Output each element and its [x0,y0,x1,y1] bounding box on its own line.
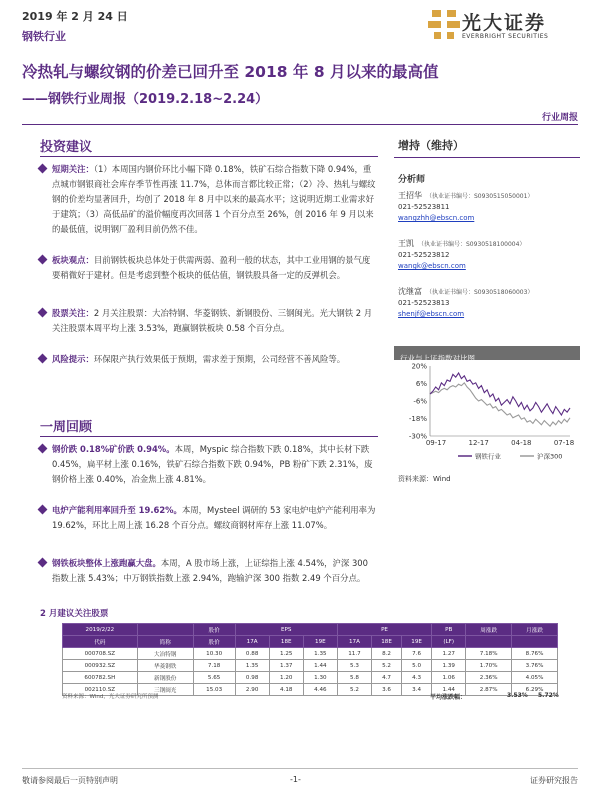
week-item [52,503,378,533]
table-header-cell: 股价 [193,636,235,648]
table-header-cell: 代码 [63,636,138,648]
table-cell: 1.27 [432,648,466,660]
table-cell: 5.2 [337,684,371,696]
table-header-cell: PB [432,624,466,636]
stock-table [62,623,558,696]
analyst-name: 王招华 [398,191,422,200]
bullet-icon [38,444,48,454]
footer-report-label: 证券研究报告 [530,776,578,785]
section-week-underline [40,436,378,437]
table-cell: 1.35 [303,648,337,660]
table-cell: 1.39 [432,660,466,672]
table-header-cell: PE [337,624,431,636]
table-cell: 3.76% [512,660,558,672]
everbright-logo-icon [428,8,460,42]
analyst-name: 沈继富 [398,287,422,296]
table-cell: 1.25 [269,648,303,660]
invest-keyword: 短期关注： [52,164,94,174]
table-cell: 1.35 [235,660,269,672]
chart-legend-label: 沪深300 [537,452,563,461]
table-source-note: 资料来源：Wind，光大证券研究所预测 [62,694,159,700]
table-cell: 11.7 [337,648,371,660]
header-divider [22,124,578,125]
table-header-cell: 股价 [193,624,235,636]
table-cell: 15.03 [193,684,235,696]
analyst-card [398,190,588,224]
report-type: 行业周报 [541,113,578,123]
logo-cn: 光大证券 [462,12,547,34]
table-cell: 2.87% [466,684,512,696]
table-title: 2 月建议关注股票 [40,609,109,619]
table-header-cell: 19E [303,636,337,648]
industry-label: 钢铁行业 [22,30,66,43]
chart-title-bar [394,346,580,363]
comparison-chart [394,362,580,472]
table-cell: 7.18 [193,660,235,672]
table-cell: 5.3 [337,660,371,672]
chart-y-tick-label: 6% [415,380,427,388]
table-cell: 4.05% [512,672,558,684]
table-header-cell: (LF) [432,636,466,648]
table-cell: 1.06 [432,672,466,684]
analyst-phone: 021-52523812 [398,251,450,259]
table-header-cell: 简称 [137,636,193,648]
table-cell: 000708.SZ [63,648,138,660]
table-cell: 2.90 [235,684,269,696]
table-cell: 0.98 [235,672,269,684]
invest-keyword: 风险提示： [52,354,94,364]
analyst-email-link[interactable]: wangk@ebscn.com [398,262,466,270]
table-cell: 5.2 [371,660,401,672]
table-cell: 5.65 [193,672,235,684]
analyst-card [398,238,588,272]
chart-x-tick-label: 12-17 [468,439,489,447]
table-header-row [63,624,558,636]
analyst-phone: 021-52523813 [398,299,450,307]
table-header-cell: 18E [371,636,401,648]
week-text: 本周，A 股市场上涨，上证综指上涨 4.54%，沪深 300 指数上涨 5.43%；中万钢铁指数上涨 2.94%，跑输沪深 300 指数 2.49 个百分点。 [52,558,368,583]
table-cell: 8.76% [512,648,558,660]
table-header-cell [512,636,558,648]
table-row [63,660,558,672]
week-keyword: 电炉产能利用率回升至 19.62%。 [52,505,182,515]
invest-item [52,352,378,367]
table-cell: 1.20 [269,672,303,684]
table-cell: 4.3 [402,672,432,684]
chart-source: 资料来源：Wind [398,475,451,483]
table-avg-label: 平均涨跌幅： [430,694,467,701]
chart-y-tick-label: 20% [411,362,427,371]
analyst-name: 王凯 [398,239,414,248]
chart-series-line [430,373,570,415]
invest-text: （1）本周国内钢价环比小幅下降 0.18%，铁矿石综合指数下降 0.94%，重点城市钢银商社会库存季节性再涨 11.7%，总体而言都比较正常；（2）冷、热轧与螺纹钢的价差均显著回升，均创了 2018 年 8 月中以来的最高水平；这说明近期工业需求好于建筑；（3）高低品矿的溢价幅度再次回落 1 个百分点至 26%，创 2016 年 9 月以来的最低值，说明钢厂盈利目前仍然不佳。 [52,164,376,234]
table-cell: 002110.SZ [63,684,138,696]
table-header-cell: 月涨跌 [512,624,558,636]
table-cell: 5.0 [402,660,432,672]
invest-keyword: 板块观点： [52,255,94,265]
footer-disclaimer: 敬请参阅最后一页特别声明 [22,776,118,785]
footer-divider [22,768,578,769]
invest-text: 目前钢铁板块总体处于供需两弱、盈利一般的状态，其中工业用钢的景气度要稍微好于建材。但是考虑到整个板块的低估值，钢铁股具备一定的反弹机会。 [52,255,371,280]
report-subtitle: ——钢铁行业周报（2019.2.18~2.24） [22,92,269,107]
table-cell: 10.30 [193,648,235,660]
analyst-license: （执业证书编号：S0930515050001） [426,193,534,200]
chart-legend-label: 钢铁行业 [475,452,501,461]
analyst-license: （执业证书编号：S0930518100004） [418,241,526,248]
table-header-cell: 周涨跌 [466,624,512,636]
analyst-phone: 021-52523811 [398,203,450,211]
chart-series-line [430,383,570,426]
invest-keyword: 股票关注： [52,308,94,318]
invest-item [52,162,378,237]
analyst-license: （执业证书编号：S0930518060003） [426,289,534,296]
rating-underline [394,157,580,158]
chart-title: 行业与上证指数对比图 [400,354,475,363]
rating: 增持（维持） [398,139,464,152]
table-cell: 4.46 [303,684,337,696]
chart-x-tick-label: 07-18 [553,439,575,447]
analyst-email-link[interactable]: wangzhh@ebscn.com [398,214,475,222]
table-header-cell: EPS [235,624,337,636]
invest-item [52,306,378,336]
table-cell: 6.29% [512,684,558,696]
table-cell: 7.18% [466,648,512,660]
week-item [52,556,378,586]
table-cell: 1.44 [432,684,466,696]
table-cell: 华菱钢铁 [137,660,193,672]
table-header-cell: 17A [235,636,269,648]
table-cell: 4.7 [371,672,401,684]
table-avg-month: 5.72% [538,692,559,699]
table-cell: 5.8 [337,672,371,684]
report-title: 冷热轧与螺纹钢的价差已回升至 2018 年 8 月以来的最高值 [22,63,439,81]
bullet-icon [38,164,48,174]
table-cell: 7.6 [402,648,432,660]
table-cell: 600782.SH [63,672,138,684]
logo-en: EVERBRIGHT SECURITIES [462,33,549,40]
analyst-heading: 分析师 [398,175,426,185]
table-cell: 新钢股份 [137,672,193,684]
week-text: 本周，Myspic 综合指数下跌 0.18%，其中长材下跌 0.45%，扁平材上涨 0.16%，铁矿石综合指数下跌 0.94%，PB 粉矿下跌 2.31%，废钢价格上涨 0.40%，冶金焦上涨 4.81%。 [52,444,373,484]
invest-text: 环保限产执行效果低于预期，需求差于预期，公司经营不善风险等。 [93,354,346,364]
bullet-icon [38,255,48,265]
page-number: -1- [290,775,301,784]
table-cell: 3.6 [371,684,401,696]
analyst-card [398,286,588,320]
table-cell: 1.37 [269,660,303,672]
table-header-cell: 18E [269,636,303,648]
table-cell: 0.88 [235,648,269,660]
bullet-icon [38,354,48,364]
table-cell: 大冶特钢 [137,648,193,660]
invest-text: 2 月关注股票：大冶特钢、华菱钢铁、新钢股份、三钢闽光。光大钢铁 2 月关注股票本周平均上涨 3.53%，跑赢钢铁板块 0.58 个百分点。 [52,308,373,333]
week-item [52,442,378,487]
table-cell: 8.2 [371,648,401,660]
week-keyword: 钢价跌 0.18%矿价跌 0.94%。 [52,444,175,454]
table-cell: 1.70% [466,660,512,672]
table-header-cell: 19E [402,636,432,648]
analyst-email-link[interactable]: shenjf@ebscn.com [398,310,465,318]
table-cell: 3.4 [402,684,432,696]
table-cell: 4.18 [269,684,303,696]
chart-x-tick-label: 09-17 [425,439,447,447]
week-text: 本周，Mysteel 调研的 53 家电炉电炉产能利用率为 19.62%，环比上周上涨 16.28 个百分点。螺纹商钢材库存上涨 11.07%。 [52,505,376,530]
table-header-cell [466,636,512,648]
table-avg-week: 3.53% [507,692,528,699]
table-row [63,648,558,660]
table-row [63,672,558,684]
bullet-icon [38,308,48,318]
chart-y-tick-label: -30% [408,432,427,441]
section-invest-title: 投资建议 [40,140,93,155]
invest-item [52,253,378,283]
table-header-cell [137,624,193,636]
report-date: 2019 年 2 月 24 日 [22,10,128,23]
week-keyword: 钢铁板块整体上涨跑赢大盘。 [52,558,161,568]
table-cell: 1.30 [303,672,337,684]
section-week-title: 一周回顾 [40,420,93,435]
chart-y-tick-label: -6% [413,397,427,406]
table-subheader-row [63,636,558,648]
table-header-cell: 2019/2/22 [63,624,138,636]
section-invest-underline [40,156,378,157]
table-cell: 2.36% [466,672,512,684]
bullet-icon [38,505,48,515]
chart-y-tick-label: -18% [408,415,427,423]
bullet-icon [38,558,48,568]
table-cell: 1.44 [303,660,337,672]
table-cell: 三钢闽光 [137,684,193,696]
chart-x-tick-label: 04-18 [511,439,532,447]
table-cell: 000932.SZ [63,660,138,672]
table-header-cell: 17A [337,636,371,648]
